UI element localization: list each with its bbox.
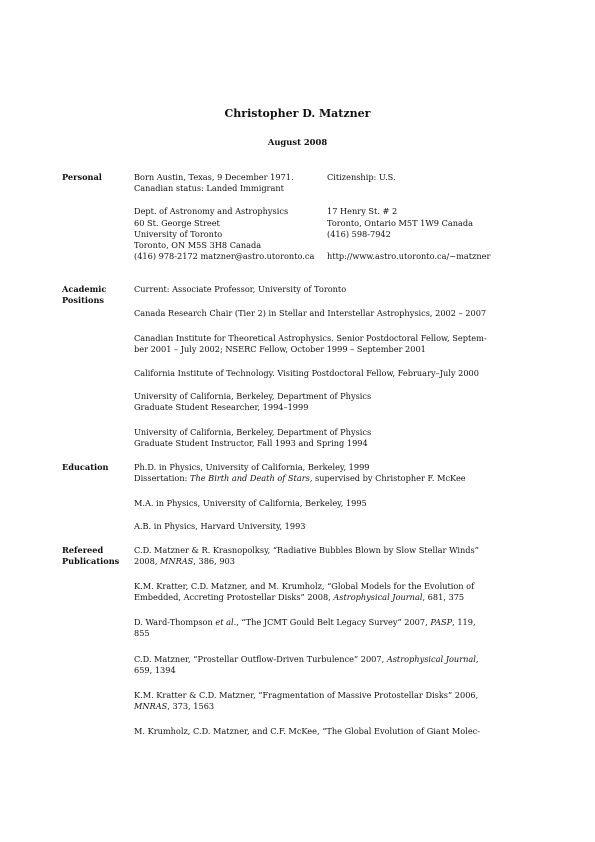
- work-address-line: University of Toronto: [134, 228, 223, 239]
- publication-text: , 119,: [452, 617, 476, 627]
- home-address-line: 17 Henry St. # 2: [327, 206, 398, 217]
- dissertation-supervisor: , supervised by Christopher F. McKee: [309, 473, 466, 484]
- publication-line: K.M. Kratter & C.D. Matzner, “Fragmentation of Massive Protostellar Disks” 2006,: [134, 690, 479, 700]
- publication-line: 659, 1394: [134, 665, 176, 676]
- position-entry: [134, 284, 514, 295]
- website-link[interactable]: http://www.astro.utoronto.ca/~matzner: [327, 251, 491, 262]
- citizenship: Citizenship: U.S.: [327, 172, 396, 182]
- publications-label: [62, 545, 132, 567]
- position-entry: [134, 333, 514, 355]
- position-entry: [134, 308, 514, 319]
- position-line: University of California, Berkeley, Department of Physics: [134, 427, 372, 437]
- position-line: Graduate Student Researcher, 1994–1999: [134, 402, 309, 413]
- publication-text: ,: [475, 654, 479, 664]
- academic-label: [62, 284, 132, 306]
- home-address-line: Toronto, Ontario M5T 1W9 Canada: [327, 217, 474, 228]
- work-address-line: Toronto, ON M5S 3H8 Canada: [134, 240, 262, 251]
- ab-line: A.B. in Physics, Harvard University, 1993: [134, 521, 306, 531]
- publication-line: [134, 617, 514, 628]
- position-entry: [134, 427, 514, 449]
- publication-entry: [134, 545, 514, 567]
- publications-label-line1: Refereed: [62, 545, 104, 555]
- publication-entry: [134, 654, 514, 676]
- journal-name: MNRAS: [134, 701, 168, 712]
- et-al: et al.: [215, 617, 237, 627]
- publication-line: [134, 556, 514, 567]
- work-address-line: 60 St. George Street: [134, 217, 220, 228]
- dissertation-title: The Birth and Death of Stars: [190, 473, 310, 484]
- publication-line: 855: [134, 628, 150, 639]
- publication-text: , “The JCMT Gould Belt Legacy Survey” 2007,: [236, 617, 431, 627]
- position-line: Canada Research Chair (Tier 2) in Stellar and Interstellar Astrophysics, 2002 – 2007: [134, 308, 487, 318]
- position-line: ber 2001 – July 2002; NSERC Fellow, October 1999 – September 2001: [134, 344, 426, 355]
- publication-line: C.D. Matzner & R. Krasnopolksy, “Radiative Bubbles Blown by Slow Stellar Winds”: [134, 545, 479, 555]
- position-line: Graduate Student Instructor, Fall 1993 and Spring 1994: [134, 438, 368, 449]
- publication-entry: [134, 726, 514, 737]
- degree-entry: [134, 498, 514, 509]
- born-row: [134, 172, 514, 183]
- position-line: California Institute of Technology. Visiting Postdoctoral Fellow, February–July 2000: [134, 368, 479, 378]
- document-title: Christopher D. Matzner: [224, 107, 371, 120]
- publication-line: M. Krumholz, C.D. Matzner, and C.F. McKee, “The Global Evolution of Giant Molec-: [134, 726, 481, 736]
- dissertation-line: [134, 473, 514, 484]
- home-phone: (416) 598-7942: [327, 228, 391, 239]
- position-entry: [134, 391, 514, 413]
- personal-label: Personal: [62, 172, 102, 182]
- birth-info: Born Austin, Texas, 9 December 1971.: [134, 172, 294, 182]
- publication-entry: [134, 617, 514, 639]
- contact-row: [134, 251, 514, 262]
- address-row-2: [134, 218, 514, 229]
- degree-entry: [134, 521, 514, 532]
- publication-line: K.M. Kratter, C.D. Matzner, and M. Krumholz, “Global Models for the Evolution of: [134, 581, 475, 591]
- work-phone-email: (416) 978-2172 matzner@astro.utoronto.ca: [134, 251, 315, 262]
- education-label: Education: [62, 462, 109, 472]
- publication-line: [134, 592, 514, 603]
- position-entry: [134, 368, 514, 379]
- publication-text: , 386, 903: [193, 556, 235, 567]
- journal-name: MNRAS: [160, 556, 194, 567]
- journal-name: Astrophysical Journal: [333, 592, 423, 603]
- position-line: Canadian Institute for Theoretical Astrophysics. Senior Postdoctoral Fellow, Septem-: [134, 333, 487, 343]
- publication-text: Embedded, Accreting Protostellar Disks” 2008,: [134, 592, 334, 603]
- dissertation-prefix: Dissertation:: [134, 473, 190, 484]
- address-row-3: [134, 229, 514, 240]
- canadian-status: Canadian status: Landed Immigrant: [134, 183, 284, 194]
- ma-line: M.A. in Physics, University of California, Berkeley, 1995: [134, 498, 367, 508]
- degree-entry: [134, 462, 514, 484]
- position-line: Current: Associate Professor, University of Toronto: [134, 284, 347, 294]
- publication-entry: [134, 581, 514, 603]
- document-date: August 2008: [267, 137, 328, 147]
- publication-text: C.D. Matzner, “Prostellar Outflow-Driven Turbulence” 2007,: [134, 654, 387, 664]
- publication-text: , 373, 1563: [167, 701, 215, 712]
- journal-name: PASP: [430, 617, 453, 627]
- work-address-line: Dept. of Astronomy and Astrophysics: [134, 206, 289, 217]
- publication-text: , 681, 375: [422, 592, 465, 603]
- publication-entry: [134, 690, 514, 712]
- journal-name: Astrophysical Journal: [386, 654, 476, 664]
- publication-line: [134, 654, 514, 665]
- academic-label-line1: Academic: [62, 284, 107, 294]
- publications-label-line2: Publications: [62, 556, 120, 567]
- position-line: University of California, Berkeley, Department of Physics: [134, 391, 372, 401]
- publication-text: D. Ward-Thompson: [134, 617, 216, 627]
- academic-label-line2: Positions: [62, 295, 105, 306]
- address-row-1: [134, 206, 514, 217]
- publication-text: 2008,: [134, 556, 161, 567]
- publication-line: [134, 701, 514, 712]
- phd-line: Ph.D. in Physics, University of California, Berkeley, 1999: [134, 462, 370, 472]
